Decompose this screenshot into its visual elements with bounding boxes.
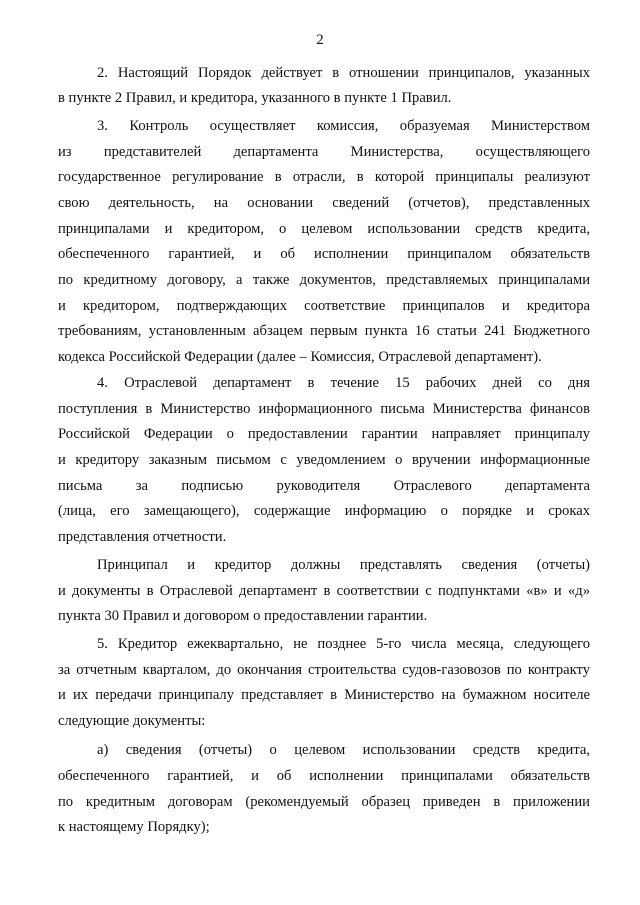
page-number: 2	[316, 32, 324, 48]
text-line: представления отчетности.	[58, 529, 227, 545]
text-line: обеспеченного гарантией, и об исполнении принципалом обязательств	[58, 246, 590, 262]
text-line: 4. Отраслевой департамент в течение 15 рабочих дней со дня	[97, 375, 590, 391]
text-line: по кредитным договорам (рекомендуемый образец приведен в приложении	[58, 794, 590, 810]
text-line: Российской Федерации о предоставлении гарантии направляет принципалу	[58, 426, 590, 442]
text-line: письма за подписью руководителя Отраслевого департамента	[58, 478, 590, 494]
text-line: кодекса Российской Федерации (далее – Комиссия, Отраслевой департамент).	[58, 349, 542, 365]
text-line: поступления в Министерство информационного письма Министерства финансов	[58, 401, 590, 417]
text-line: 3. Контроль осуществляет комиссия, образуемая Министерством	[97, 118, 590, 134]
text-line: к настоящему Порядку);	[58, 819, 210, 835]
text-line: и кредитором, подтверждающих соответствие принципалов и кредитора	[58, 298, 590, 314]
text-line: в пункте 2 Правил, и кредитора, указанного в пункте 1 Правил.	[58, 90, 452, 106]
text-line: принципалами и кредитором, о целевом использовании средств кредита,	[58, 221, 590, 237]
text-line: и документы в Отраслевой департамент в соответствии с подпунктами «в» и «д»	[58, 583, 590, 599]
text-line: обеспеченного гарантией, и об исполнении принципалами обязательств	[58, 768, 590, 784]
text-line: по кредитному договору, а также документов, представляемых принципалами	[58, 272, 590, 288]
text-line: государственное регулирование в отрасли, в которой принципалы реализуют	[58, 169, 590, 185]
text-line: и их передачи принципалу представляет в Министерство на бумажном носителе	[58, 687, 590, 703]
text-line: (лица, его замещающего), содержащие информацию о порядке и сроках	[58, 503, 590, 519]
text-line: требованиям, установленным абзацем первым пункта 16 статьи 241 Бюджетного	[58, 323, 590, 339]
text-line: пункта 30 Правил и договором о предоставлении гарантии.	[58, 608, 428, 624]
text-line: и кредитору заказным письмом с уведомлением о вручении информационные	[58, 452, 590, 468]
text-line: за отчетным кварталом, до окончания строительства судов-газовозов по контракту	[58, 662, 590, 678]
text-line: 5. Кредитор ежеквартально, не позднее 5-го числа месяца, следующего	[97, 636, 590, 652]
text-line: свою деятельность, на основании сведений (отчетов), представленных	[58, 195, 590, 211]
text-line: следующие документы:	[58, 713, 206, 729]
text-line: 2. Настоящий Порядок действует в отношении принципалов, указанных	[97, 65, 590, 81]
text-line: Принципал и кредитор должны представлять сведения (отчеты)	[97, 557, 590, 573]
text-line: из представителей департамента Министерства, осуществляющего	[58, 144, 590, 160]
text-line: а) сведения (отчеты) о целевом использовании средств кредита,	[97, 742, 590, 758]
